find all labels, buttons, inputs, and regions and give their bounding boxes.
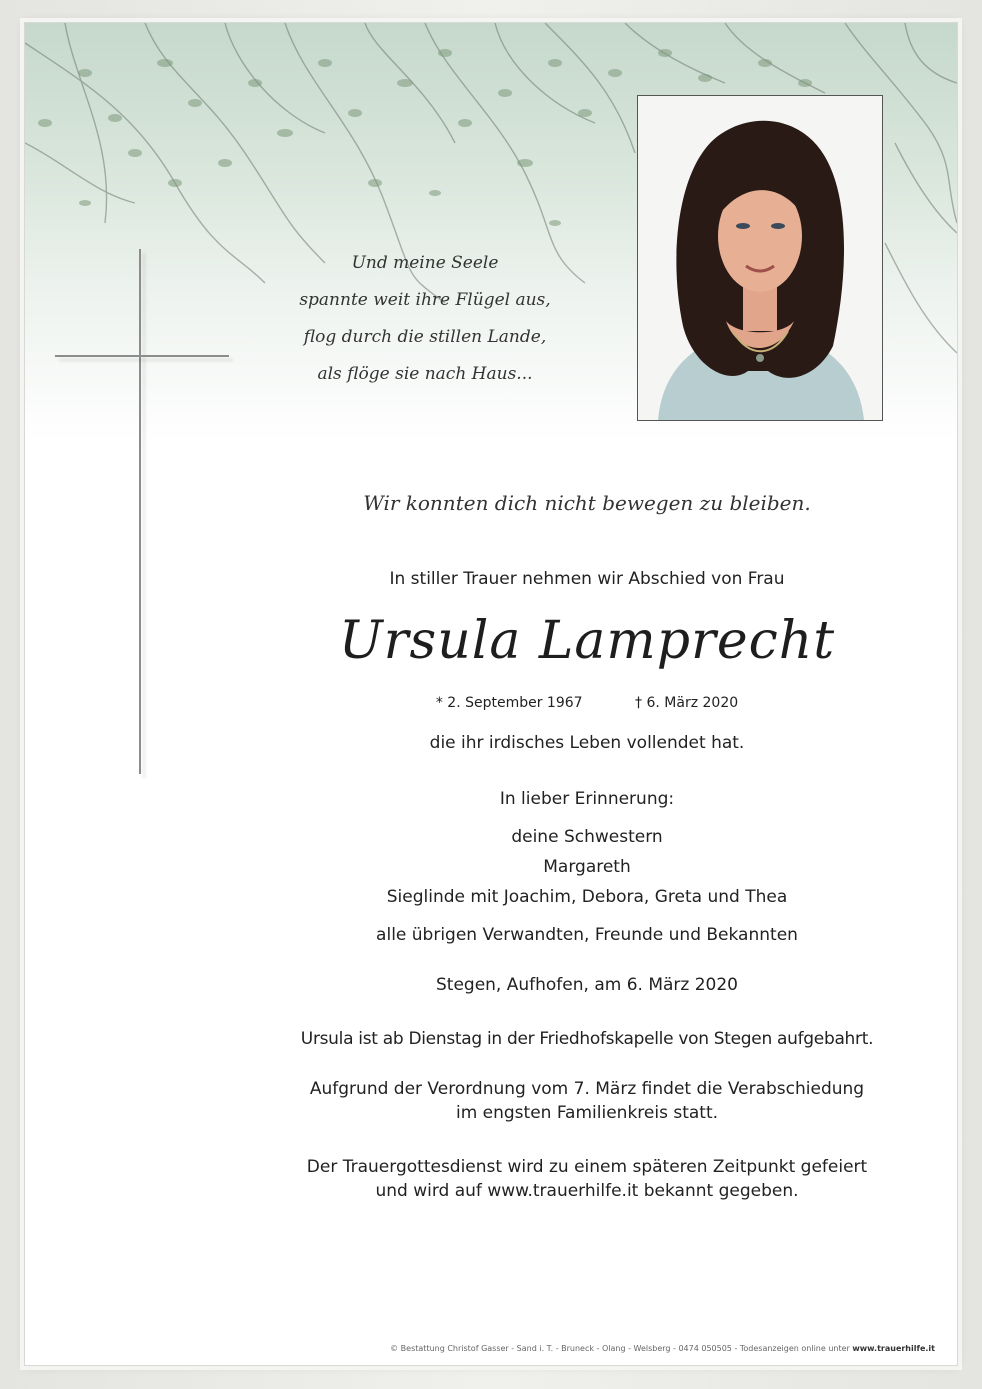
- life-dates: [271, 695, 903, 711]
- poem-line: Und meine Seele: [351, 253, 499, 273]
- mourner-line: alle übrigen Verwandten, Freunde und Bekannten: [376, 925, 798, 945]
- motto: Wir konnten dich nicht bewegen zu bleiben.: [363, 491, 811, 515]
- intro-line: In stiller Trauer nehmen wir Abschied von Frau: [389, 569, 785, 589]
- memory-heading: In lieber Erinnerung:: [499, 789, 675, 809]
- notice-line: und wird auf www.trauerhilfe.it bekannt gegeben.: [375, 1181, 799, 1201]
- notice-line: Der Trauergottesdienst wird zu einem späteren Zeitpunkt gefeiert: [306, 1157, 868, 1177]
- place-date: Stegen, Aufhofen, am 6. März 2020: [435, 975, 738, 995]
- death-date: † 6. März 2020: [635, 695, 739, 711]
- cross-horizontal-bar: [55, 355, 229, 357]
- obituary-card: [24, 22, 958, 1366]
- footer-text: © Bestattung Christof Gasser - Sand i. T. - Bruneck - Olang - Welsberg - 0474 050505 - Todesanzeigen online unter: [390, 1344, 853, 1353]
- footer-credits: [390, 1344, 935, 1353]
- life-line: die ihr irdisches Leben vollendet hat.: [429, 733, 745, 753]
- mourner-line: Margareth: [543, 857, 631, 877]
- portrait-photo: [637, 95, 883, 421]
- notice-line: Ursula ist ab Dienstag in der Friedhofskapelle von Stegen aufgebahrt.: [300, 1029, 874, 1049]
- mourner-line: Sieglinde mit Joachim, Debora, Greta und Thea: [386, 887, 788, 907]
- portrait-illustration: [638, 96, 882, 420]
- notice-line: Aufgrund der Verordnung vom 7. März findet die Verabschiedung: [309, 1079, 865, 1099]
- cross-vertical-bar: [139, 249, 141, 774]
- deceased-name: Ursula Lamprecht: [338, 611, 836, 671]
- birth-date: * 2. September 1967: [435, 695, 583, 711]
- poem-line: als flöge sie nach Haus...: [317, 364, 533, 384]
- poem-line: spannte weit ihre Flügel aus,: [299, 290, 551, 310]
- notice-line: im engsten Familienkreis statt.: [455, 1103, 719, 1123]
- mourner-line: deine Schwestern: [511, 827, 663, 847]
- poem-line: flog durch die stillen Lande,: [303, 327, 547, 347]
- footer-link[interactable]: www.trauerhilfe.it: [852, 1344, 935, 1353]
- poem: [275, 245, 575, 393]
